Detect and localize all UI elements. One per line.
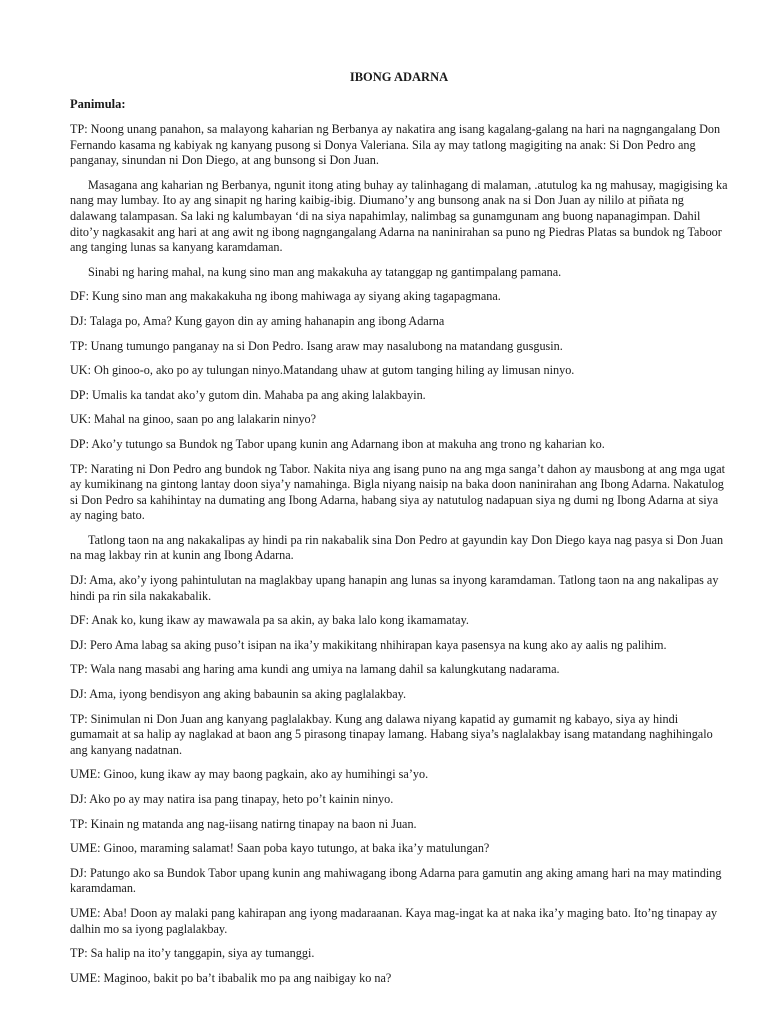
- dialogue-line: DJ: Pero Ama labag sa aking puso’t isipan na ika’y makikitang nhihirapan kaya pasensya na kung ako ay aalis ng palihim.: [70, 637, 667, 652]
- dialogue-line: TP: Kinain ng matanda ang nag-iisang natirng tinapay na baon ni Juan.: [70, 816, 417, 831]
- dialogue-line: TP: Sa halip na ito’y tanggapin, siya ay tumanggi.: [70, 946, 315, 961]
- paragraph: Sinabi ng haring mahal, na kung sino man ang makakuha ay tatanggap ng gantimpalang pamana.: [88, 264, 562, 279]
- dialogue-line: UME: Maginoo, bakit po ba’t ibabalik mo pa ang naibigay ko na?: [70, 970, 392, 985]
- paragraph: TP: Noong unang panahon, sa malayong kaharian ng Berbanya ay nakatira ang isang kagalang-galang na hari na nagngangalang Don Fernando kasama ng kabiyak ng kanyang pusong si Donya Valeriana. Sila ay may tatlong magigiting na anak: Si Don Pedro ang panganay, sinundan ni Don Diego, at ang bunsong si Don Juan.: [70, 122, 721, 168]
- paragraph: Tatlong taon na ang nakakalipas ay hindi pa rin nakabalik sina Don Pedro at gayundin kay Don Diego kaya nag pasya si Don Juan na mag lakbay rin at kunin ang Ibong Adarna.: [70, 532, 724, 563]
- dialogue-line: DJ: Talaga po, Ama? Kung gayon din ay aming hahanapin ang ibong Adarna: [70, 313, 445, 328]
- dialogue-line: DJ: Patungo ako sa Bundok Tabor upang kunin ang mahiwagang ibong Adarna para gamutin ang aking amang hari na may matinding karamdaman.: [70, 865, 722, 896]
- dialogue-line: TP: Narating ni Don Pedro ang bundok ng Tabor. Nakita niya ang isang puno na ang mga sanga’t dahon ay mausbong at ang mga ugat ay kumikinang na gintong lantay doon siya’y namahinga. Bigla niyang naisip na baka doon naninirahan ang Ibong Adarna. Nakatulog si Don Pedro sa kahihintay na dumating ang Ibong Adarna, habang siya ay natutulog nadapuan siya ng dumi ng Ibong Adarna at siya ay naging bato.: [70, 461, 725, 523]
- dialogue-line: TP: Unang tumungo panganay na si Don Pedro. Isang araw may nasalubong na matandang gusgusin.: [70, 338, 563, 353]
- paragraph: Masagana ang kaharian ng Berbanya, ngunit itong ating buhay ay talinhagang di malaman, .atutulog ka ng mahusay, magigising ka nang may lumbay. Ito ay ang sinapit ng haring kaibig-ibig. Diumano’y ang bunsong anak na si Don Juan ay nililo at piñata ng dalawang talampasan. Sa laki ng kalumbayan ‘di na siya napahimlay, nalimbag sa gunamgunam ang buong napanagimpan. Dahil dito’y nagkasakit ang hari at ang awit ng ibong nagngangalang Adarna na naninirahan sa puno ng Piedras Platas sa bundok ng Taboor ang tanging lunas sa kanyang karamdaman.: [70, 177, 728, 255]
- dialogue-line: UME: Ginoo, kung ikaw ay may baong pagkain, ako ay humihingi sa’yo.: [70, 767, 429, 782]
- dialogue-line: DJ: Ama, iyong bendisyon ang aking babaunin sa aking paglalakbay.: [70, 687, 406, 702]
- dialogue-line: DF: Anak ko, kung ikaw ay mawawala pa sa akin, ay baka lalo kong ikamamatay.: [70, 613, 469, 628]
- dialogue-line: DP: Umalis ka tandat ako’y gutom din. Mahaba pa ang aking lalakbayin.: [70, 387, 426, 402]
- dialogue-line: DF: Kung sino man ang makakakuha ng ibong mahiwaga ay siyang aking tagapagmana.: [70, 289, 501, 304]
- dialogue-line: UK: Mahal na ginoo, saan po ang lalakarin ninyo?: [70, 412, 317, 427]
- dialogue-line: TP: Wala nang masabi ang haring ama kundi ang umiya na lamang dahil sa kalungkutang nadarama.: [70, 662, 560, 677]
- dialogue-line: UK: Oh ginoo-o, ako po ay tulungan ninyo.Matandang uhaw at gutom tanging hiling ay limusan ninyo.: [70, 363, 575, 378]
- dialogue-line: DJ: Ako po ay may natira isa pang tinapay, heto po’t kainin ninyo.: [70, 792, 394, 806]
- document-title: IBONG ADARNA: [349, 70, 449, 84]
- dialogue-line: DJ: Ama, ako’y iyong pahintulutan na maglakbay upang hanapin ang lunas sa inyong karamdaman. Tatlong taon na ang nakalipas ay hindi pa rin sila nakakabalik.: [70, 573, 719, 603]
- dialogue-line: DP: Ako’y tutungo sa Bundok ng Tabor upang kunin ang Adarnang ibon at makuha ang trono ng kaharian ko.: [70, 436, 605, 451]
- dialogue-line: TP: Sinimulan ni Don Juan ang kanyang paglalakbay. Kung ang dalawa niyang kapatid ay gumamit ng kabayo, siya ay hindi gumamait at sa halip ay naglakad at baon ang 5 pirasong tinapay lamang. Habang siya’s naglalakbay isang matandang naghihingalo ang kanyang nadatnan.: [70, 711, 713, 757]
- dialogue-line: UME: Aba! Doon ay malaki pang kahirapan ang iyong madaraanan. Kaya mag-ingat ka at naka ika’y maging bato. Ito’ng tinapay ay dalhin mo sa iyong paglalakbay.: [70, 905, 718, 936]
- section-heading: Panimula:: [70, 97, 126, 111]
- dialogue-line: UME: Ginoo, maraming salamat! Saan poba kayo tutungo, at baka ika’y matulungan?: [70, 841, 490, 856]
